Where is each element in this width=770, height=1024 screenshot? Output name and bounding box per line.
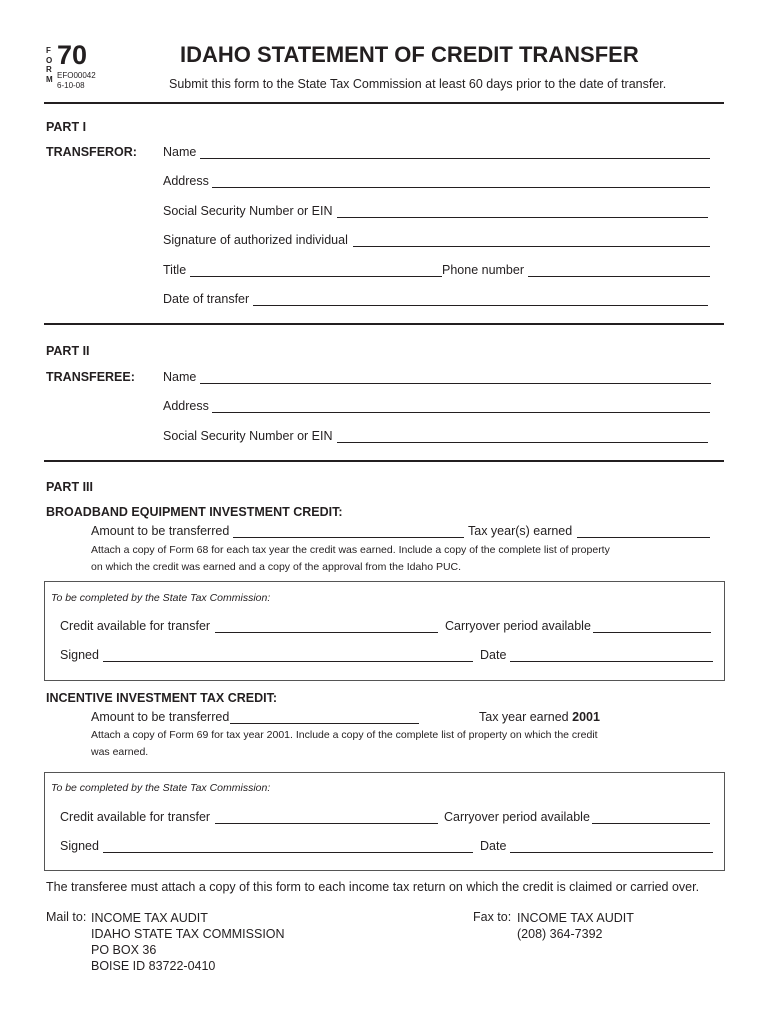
incentive-note: was earned.	[91, 746, 149, 758]
broadband-amount-field[interactable]	[233, 537, 464, 538]
form-code: EFO00042	[57, 71, 96, 80]
transferor-name-label: Name	[163, 145, 197, 159]
broadband-date-label: Date	[480, 648, 507, 662]
broadband-carryover-label: Carryover period available	[445, 619, 591, 633]
fax-info	[517, 910, 634, 942]
transferor-phone-field[interactable]	[528, 276, 710, 277]
transferee-address-field[interactable]	[212, 412, 710, 413]
incentive-heading: INCENTIVE INVESTMENT TAX CREDIT:	[46, 691, 278, 705]
broadband-signed-label: Signed	[60, 648, 99, 662]
form-letter: M	[46, 74, 53, 84]
page-title: IDAHO STATEMENT OF CREDIT TRANSFER	[180, 42, 639, 67]
broadband-tax-years-field[interactable]	[577, 537, 710, 538]
incentive-carryover-field[interactable]	[592, 823, 710, 824]
broadband-credit-available-field[interactable]	[215, 632, 438, 633]
broadband-heading: BROADBAND EQUIPMENT INVESTMENT CREDIT:	[46, 505, 343, 519]
incentive-tax-year-value: 2001	[572, 710, 600, 724]
form-label-vertical	[46, 46, 53, 84]
transferee-heading: TRANSFEREE:	[46, 370, 135, 384]
broadband-carryover-field[interactable]	[593, 632, 711, 633]
transferee-name-label: Name	[163, 370, 197, 384]
transferor-address-field[interactable]	[212, 187, 710, 188]
incentive-signed-label: Signed	[60, 839, 99, 853]
transferee-address-label: Address	[163, 399, 209, 413]
transferor-name-field[interactable]	[200, 158, 710, 159]
transfer-date-field[interactable]	[253, 305, 708, 306]
transferor-signature-label: Signature of authorized individual	[163, 233, 348, 247]
transferor-heading: TRANSFEROR:	[46, 145, 137, 159]
transferor-title-label: Title	[163, 263, 187, 277]
part3-heading: PART III	[46, 480, 93, 494]
fax-number: (208) 364-7392	[517, 927, 603, 941]
divider	[44, 102, 724, 104]
broadband-note: on which the credit was earned and a copy of the approval from the Idaho PUC.	[91, 561, 462, 573]
fax-info-line: INCOME TAX AUDIT	[517, 911, 634, 925]
broadband-box-caption: To be completed by the State Tax Commission:	[51, 592, 271, 604]
transferor-title-field[interactable]	[190, 276, 442, 277]
transferee-name-field[interactable]	[200, 383, 711, 384]
transferor-ssn-field[interactable]	[337, 217, 708, 218]
broadband-amount-label: Amount to be transferred	[91, 524, 230, 538]
transfer-date-label: Date of transfer	[163, 292, 250, 306]
mail-address-line: INCOME TAX AUDIT	[91, 911, 208, 925]
fax-to-label: Fax to:	[473, 910, 512, 924]
incentive-tax-year-text: Tax year earned	[479, 710, 569, 724]
incentive-amount-label: Amount to be transferred	[91, 710, 230, 724]
transferor-ssn-label: Social Security Number or EIN	[163, 204, 333, 218]
divider	[44, 323, 724, 325]
mail-address-line: BOISE ID 83722-0410	[91, 959, 216, 973]
form-date: 6-10-08	[57, 81, 85, 90]
incentive-box-caption: To be completed by the State Tax Commission:	[51, 782, 271, 794]
incentive-amount-field[interactable]	[230, 723, 419, 724]
part2-heading: PART II	[46, 344, 90, 358]
incentive-note: Attach a copy of Form 69 for tax year 2001. Include a copy of the complete list of property on which the credit	[91, 729, 598, 741]
divider	[44, 460, 724, 462]
mail-address-line: PO BOX 36	[91, 943, 157, 957]
part1-heading: PART I	[46, 120, 87, 134]
mail-address	[91, 910, 285, 974]
broadband-credit-available-label: Credit available for transfer	[60, 619, 211, 633]
incentive-date-field[interactable]	[510, 852, 713, 853]
broadband-date-field[interactable]	[510, 661, 713, 662]
transferor-address-label: Address	[163, 174, 209, 188]
incentive-signed-field[interactable]	[103, 852, 473, 853]
incentive-carryover-label: Carryover period available	[444, 810, 590, 824]
incentive-tax-year-label	[479, 710, 600, 724]
broadband-signed-field[interactable]	[103, 661, 473, 662]
transferor-signature-field[interactable]	[353, 246, 710, 247]
incentive-credit-available-label: Credit available for transfer	[60, 810, 211, 824]
page-subtitle: Submit this form to the State Tax Commission at least 60 days prior to the date of transfer.	[169, 77, 667, 91]
broadband-tax-years-label: Tax year(s) earned	[468, 524, 573, 538]
transferee-notice: The transferee must attach a copy of this form to each income tax return on which the credit is claimed or carried over.	[46, 880, 700, 894]
transferee-ssn-field[interactable]	[337, 442, 708, 443]
mail-to-label: Mail to:	[46, 910, 87, 924]
transferee-ssn-label: Social Security Number or EIN	[163, 429, 333, 443]
form-letter: O	[46, 55, 53, 65]
form-letter: F	[46, 46, 51, 55]
form-number: 70	[57, 40, 88, 70]
transferor-phone-label: Phone number	[442, 263, 525, 277]
broadband-note: Attach a copy of Form 68 for each tax year the credit was earned. Include a copy of the complete list of property	[91, 544, 610, 556]
incentive-date-label: Date	[480, 839, 507, 853]
form-letter: R	[46, 65, 52, 74]
mail-address-line: IDAHO STATE TAX COMMISSION	[91, 927, 285, 941]
incentive-credit-available-field[interactable]	[215, 823, 438, 824]
